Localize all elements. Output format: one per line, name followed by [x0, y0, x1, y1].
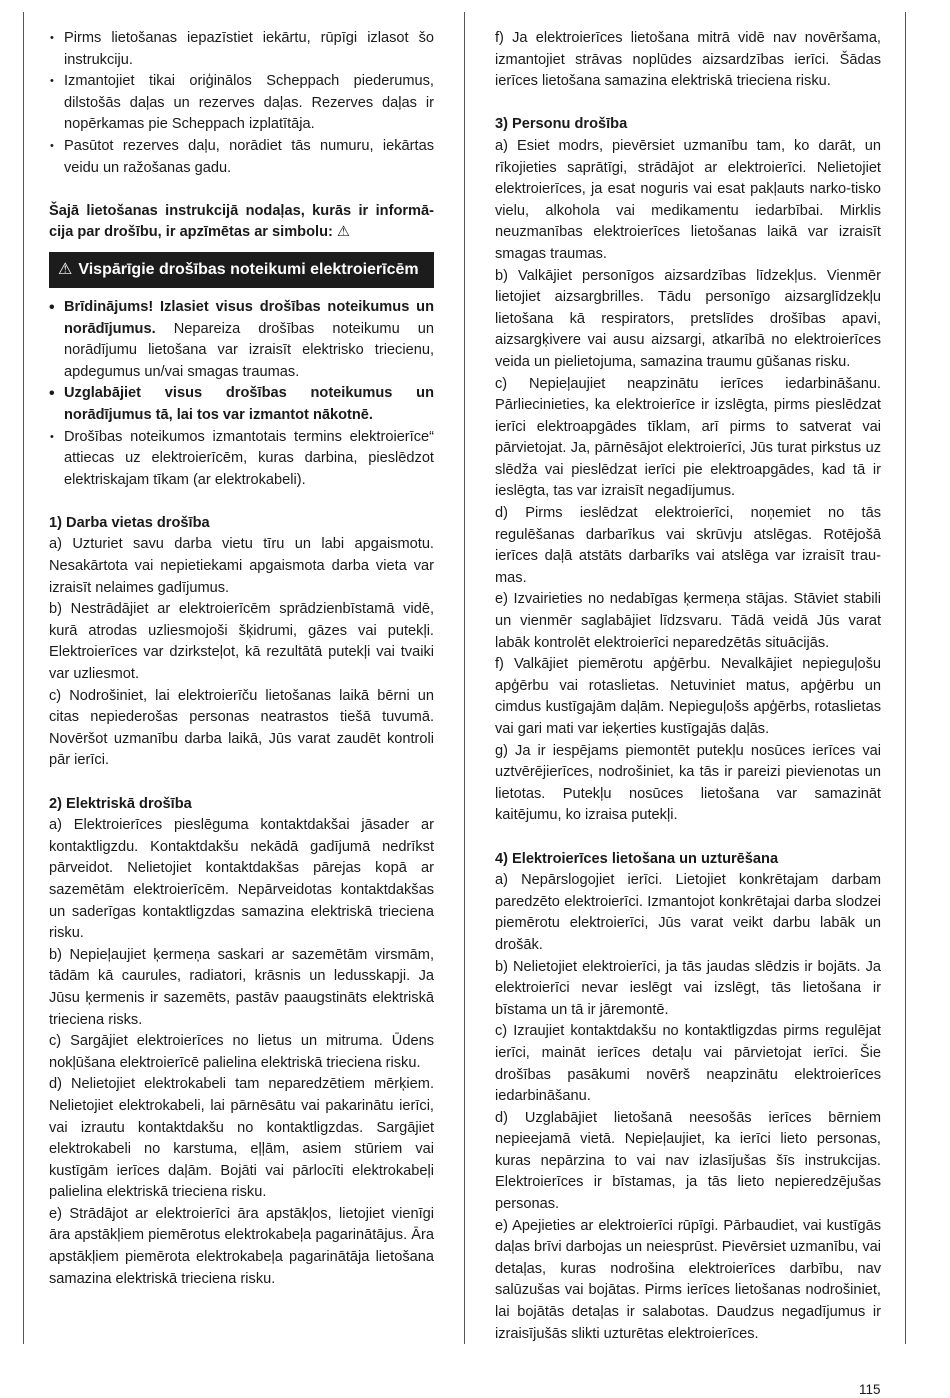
- intro-bullet: • Izmantojiet tikai oriģinālos Scheppach piederumus, dilstošās daļas un rezerves daļas. Rezerves daļas ir nopērkamas pie Scheppach izplatītāja.: [49, 71, 434, 136]
- right-border-rule: [905, 12, 906, 1344]
- section-heading-work-area: 1) Darba vietas drošība: [49, 514, 210, 531]
- paragraph: a) Uzturiet savu darba vietu tīru un labi apgaismotu. Nesakārtota vai nepietiekami apgaismota darba vieta var izraisīt nelaimes gadījumus.: [49, 536, 434, 596]
- paragraph: a) Nepārslogojiet ierīci. Lietojiet konkrētajam darbam paredzēto elektroierīci. Izmantojot konkrētajai darba slodzei piemērotu elektroierīci, Jūs varat veikt darbu labāk un drošāk.: [495, 872, 881, 953]
- paragraph: b) Nepieļaujiet ķermeņa saskari ar sazemētām virsmām, tādām kā caurules, radiatori, krāsnis un ledusskapji. Ja Jūsu ķermenis ir sazemēts, pastāv paaugstināts elektriskā trieciena risks.: [49, 946, 434, 1028]
- warning-bullet: [49, 297, 434, 383]
- paragraph: d) Pirms ieslēdzat elektroierīci, noņemiet no tās regulēšanas darbarīkus vai skrūvju atslēgas. Rotējošā ierīces daļā atstāts darbarīks vai atslēga var izraisīt trau-mas.: [495, 505, 881, 586]
- warning-bullet: [49, 383, 434, 426]
- paragraph: f) Valkājiet piemērotu apģērbu. Nevalkājiet nepieguļošu apģērbu vai rotaslietas. Netuviniet matus, apģērbu un cimdus kustīgajām daļām. Nepieguļošs apģērbs, rotaslietas vai gari mati var ieķerties kustīgajās daļās.: [495, 656, 881, 737]
- paragraph: d) Uzglabājiet lietošanā neesošās ierīces bērniem nepieejamā vietā. Nepieļaujiet, ka ierīci lieto personas, kuras nepārzina to vai nav izlasījušas šīs instrukcijas. Elektroierīces ir bīstamas, ja tās lieto nepieredzējušas personas.: [495, 1109, 881, 1213]
- paragraph: d) Nelietojiet elektrokabeli tam neparedzētiem mērķiem. Nelietojiet elektrokabeli, lai pārnēsātu vai pakarinātu ierīci, vai izrautu kontaktdakšu no kontaktligzdas. Sargājiet elektrokabeli no karstuma, eļļām, asiem stūriem vai kustīgām ierīces daļām. Bojāti vai pārlocīti elektrokabeļi palielina elektriskā trieciena risku.: [49, 1076, 434, 1201]
- paragraph: e) Apejieties ar elektroierīci rūpīgi. Pārbaudiet, vai kustīgās daļas brīvi darbojas un neiesprūst. Pievērsiet uzmanību, vai detaļas, kuras nodrošina elektroierīces darbību, nav salūzušas vai bojātas. Pirms ierīces lietošanas nodrošiniet, lai bojātās detaļas ir salabotas. Daudzus negadījumus ir izraisījušās slikti uzturētas elektroierīces.: [495, 1217, 881, 1342]
- paragraph: b) Nestrādājiet ar elektroierīcēm sprādzienbīstamā vidē, kurā atrodas uzliesmojoši šķidrumi, gāzes vai putekļi. Elektroierīces var dzirksteļot, kā rezultātā putekļi vai tvaiki var uzliesmot.: [49, 601, 434, 683]
- section-heading-tool-use: 4) Elektroierīces lietošana un uzturēšana: [495, 850, 779, 867]
- right-column: [495, 28, 881, 1345]
- paragraph: b) Nelietojiet elektroierīci, ja tās jaudas slēdzis ir bojāts. Ja elektroierīci nevar ieslēgt vai izslēgt, tās lietošana ir bīstama un tā ir jāremontē.: [495, 958, 881, 1018]
- intro-bullet: • Pasūtot rezerves daļu, norādiet tās numuru, iekārtas veidu un ražošanas gadu.: [49, 136, 434, 179]
- intro-bullet-list: [49, 28, 434, 179]
- warning-triangle-icon: ⚠: [58, 260, 73, 278]
- warning-bullet-list: [49, 297, 434, 427]
- paragraph: c) Nodrošiniet, lai elektroierīču lietošanas laikā bērni un citas nepiederošas personas neatrastos tiešā tuvumā. Novēršot uzmanību darba laikā, Jūs varat zaudēt kontroli pār ierīci.: [49, 687, 434, 769]
- paragraph: g) Ja ir iespējams piemontēt putekļu nosūces ierīces vai uztvērējierīces, nodrošiniet, ka tās ir pareizi pievienotas un lietotas. Putekļu nosūces lietošana var samazināt kaitējumu, ko izraisa putekļi.: [495, 742, 881, 824]
- safety-symbol-note: Šajā lietošanas instrukcijā nodaļas, kurās ir informā-cija par drošību, ir apzīmētas ar simbolu: ⚠: [49, 202, 434, 241]
- paragraph: e) Strādājot ar elektroierīci āra apstākļos, lietojiet vienīgi āra apstākļiem piemērotus elektrokabeļa pagarinātājus. Āra apstākļiem piemērota elektrokabeļa pagarinātāja lietošana samazina elektriskā trieciena risku.: [49, 1205, 434, 1287]
- term-bullet: • Drošības noteikumos izmantotais termins elektroierīce“ attiecas uz elektroierīcēm, kuras darbina, pieslēdzot elektriskajam tīkam (ar elektrokabeli).: [49, 427, 434, 492]
- paragraph: c) Sargājiet elektroierīces no lietus un mitruma. Ūdens nokļūšana elektroierīcē palielina elektriskā trieciena risku.: [49, 1033, 434, 1071]
- section-banner: [49, 252, 434, 288]
- paragraph: c) Izraujiet kontaktdakšu no kontaktligzdas pirms regulējat ierīci, maināt ierīces detaļu vai pārvietojat ierīci. Šie drošības pasākumi novērš neapzinātu elektroierīces iedarbināšanu.: [495, 1023, 881, 1105]
- paragraph: a) Elektroierīces pieslēguma kontaktdakšai jāsader ar kontaktligzdu. Kontaktdakšu nekādā gadījumā nedrīkst pārveidot. Nelietojiet kontaktdakšas pārejas kopā ar sazemētām elektroierīcēm. Nepārveidotas kontaktdakšas un saderīgas kontaktligzdas samazina elektriskā trieciena risku.: [49, 817, 434, 942]
- term-bullet-list: [49, 427, 434, 492]
- left-border-rule: [23, 12, 24, 1344]
- warning-text: Nepareiza drošības noteikumu un norādījumu lietošana var izraisīt elektrisko triecienu, apdegumus un/vai smagas traumas.: [64, 320, 434, 380]
- paragraph: f) Ja elektroierīces lietošana mitrā vidē nav novēršama, izmantojiet strāvas noplūdes aizsardzības ierīci. Šādas ierīces lietošana samazina elektriskā trieciena risku.: [495, 30, 881, 90]
- intro-bullet: • Pirms lietošanas iepazīstiet iekārtu, rūpīgi izlasot šo instrukciju.: [49, 28, 434, 71]
- section-heading-personal: 3) Personu drošība: [495, 116, 628, 133]
- paragraph: e) Izvairieties no nedabīgas ķermeņa stājas. Stāviet stabili un vienmēr saglabājiet līdzsvaru. Tādā veidā Jūs varat labāk kontrolēt elektroierīci neparedzētās situācijās.: [495, 591, 881, 651]
- left-column: [49, 28, 434, 1290]
- warning-bold-text: Brīdinājums! Izlasiet visus drošības noteikumus un norādījumus.: [64, 298, 434, 337]
- paragraph: a) Esiet modrs, pievērsiet uzmanību tam, ko darāt, un rīkojieties saprātīgi, strādājot ar elektroierīci. Nelietojiet elektroierīces, ja esat noguris vai esat pakļauts narko-tisko vielu, alkohola vai medikamentu iedarbībai. Mirklis neuzmanības elektroierīces lietošanas laikā var izraisīt smagas traumas.: [495, 137, 881, 262]
- warning-bold-text: Uzglabājiet visus drošības noteikumus un norādījumus tā, lai tos var izmantot nākotnē.: [64, 385, 434, 423]
- paragraph: c) Nepieļaujiet neapzinātu ierīces iedarbināšanu. Pārliecinieties, ka elektroierīce ir izslēgta, pirms pieslēdzat ierīci elektroapgādes tīklam, arī pirms to satverat vai pārvietojat. Ja, pārnēsājot elektroierīci, Jūs turat pirkstus uz slēdža vai pieslēdzat ierīci pie elektroapgādes, kad tā ir ieslēgta, tas var izraisīt negadījumus.: [495, 375, 881, 500]
- paragraph: b) Valkājiet personīgos aizsardzības līdzekļus. Vienmēr lietojiet aizsargbrilles. Tādu personīgo aizsarglīdzekļu lietošana kā respirators, pretslīdes drošības apavi, aizsargķivere vai ausu aizsargi, atkarībā no elektroierīces veida un pielietojuma, samazina traumu gūšanas risku.: [495, 267, 881, 370]
- page-number: 115: [859, 1382, 881, 1397]
- section-heading-electrical: 2) Elektriskā drošība: [49, 795, 192, 812]
- banner-title: Vispārīgie drošības noteikumi elektroierīcēm: [78, 260, 419, 278]
- column-divider-rule: [464, 12, 465, 1344]
